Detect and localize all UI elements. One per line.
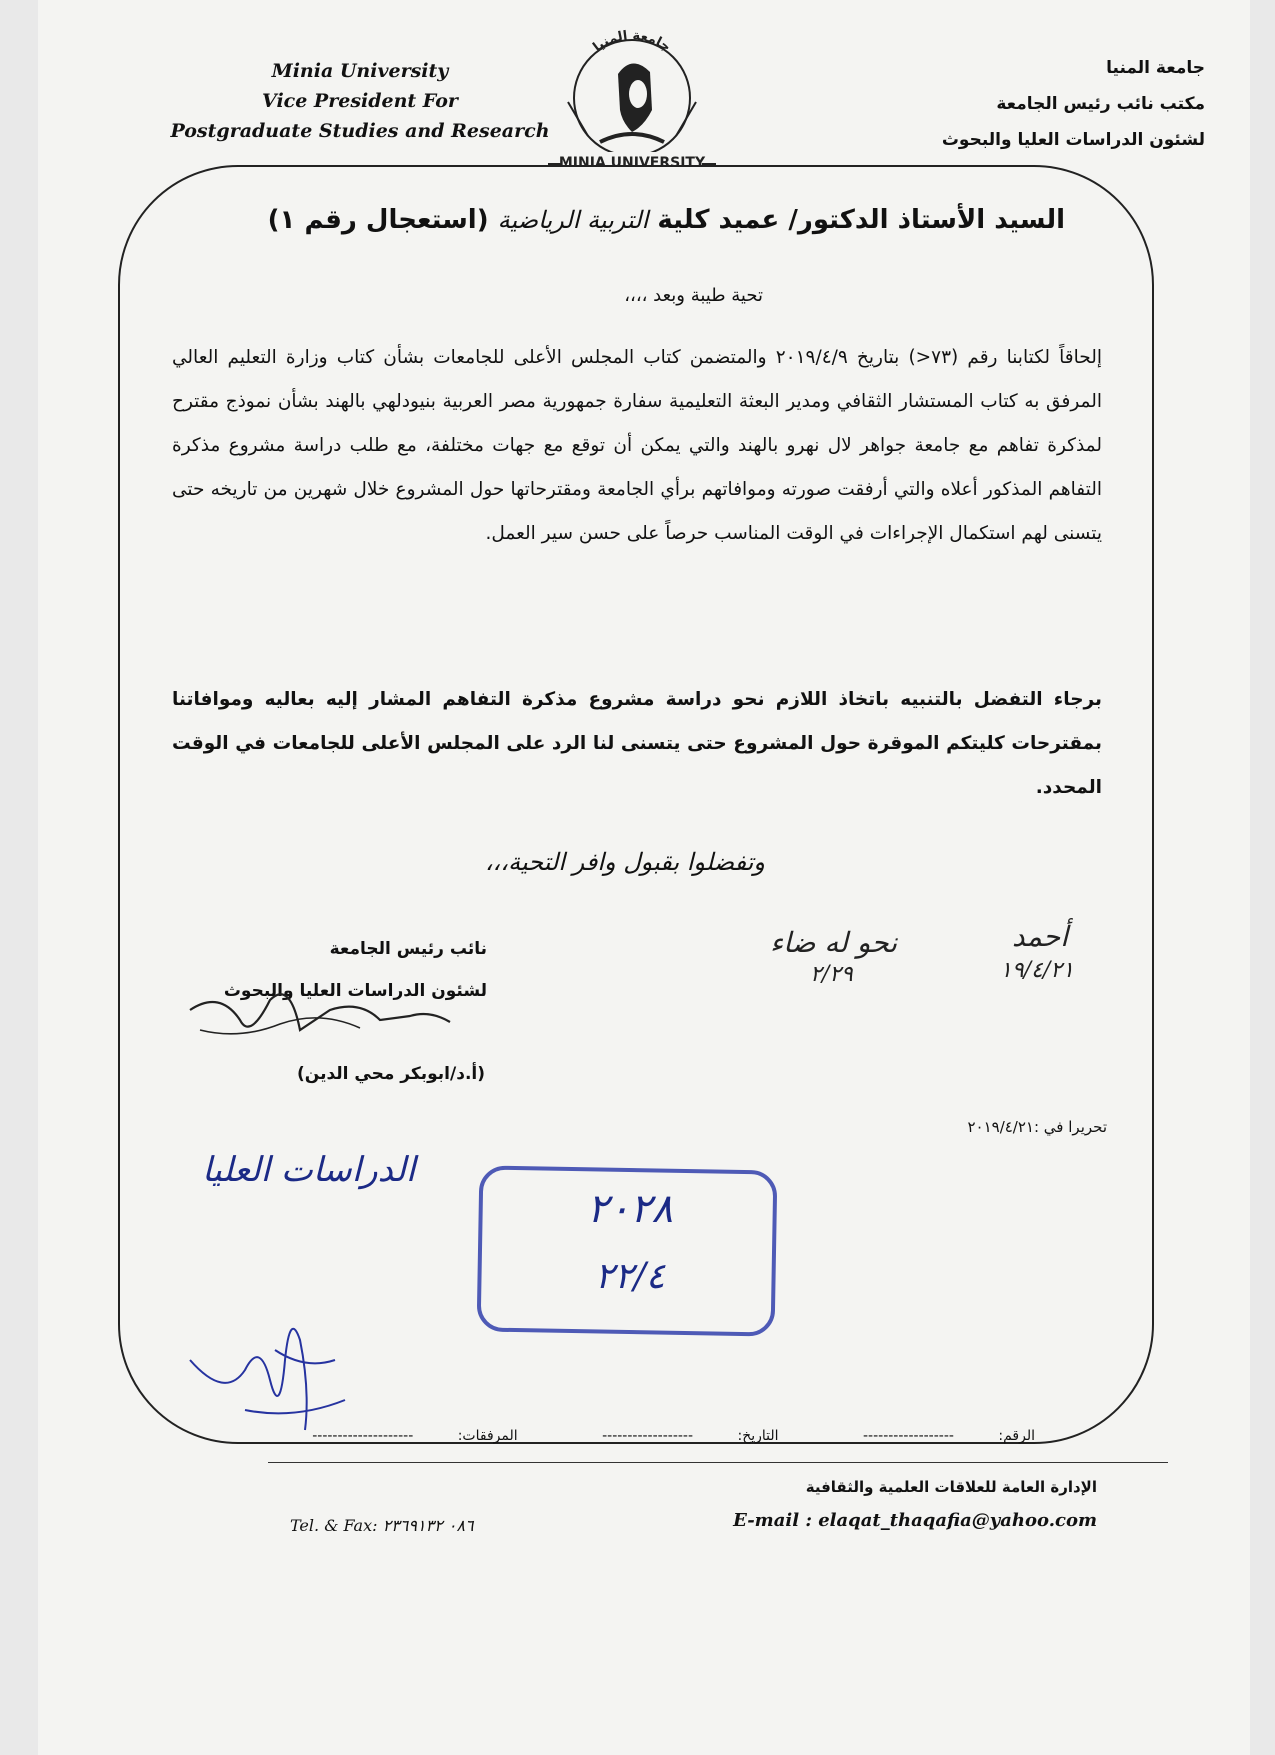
header-english [150,56,570,146]
addressee-suffix: (استعجال رقم ١) [267,205,489,235]
handwritten-dept-note: الدراسات العليا [202,1150,416,1190]
header-arabic-line-3: لشئون الدراسات العليا والبحوث [941,130,1205,150]
header-arabic-line-2: مكتب نائب رئيس الجامعة [996,94,1205,114]
issue-date: تحريرا في :٢٠١٩/٤/٢١ [967,1118,1107,1136]
handwritten-note-right: أحمد [1012,920,1068,953]
header-arabic [845,50,1205,158]
body-paragraph-2: برجاء التفضل بالتنبيه باتخاذ اللازم نحو دراسة مشروع مذكرة التفاهم المشار إليه بعاليه وموافاتنا بمقترحات كليتكم الموقرة حول المشروع حتى يتسنى لنا الرد على المجلس الأعلى للجامعات في الوقت المحدد. [172,689,1102,798]
footer-tel-fax: Tel. & Fax: ٠٨٦ ٢٣٦٩١٣٢ [290,1516,474,1535]
initials-signature-icon [185,1300,355,1440]
closing: وتفضلوا بقبول وافر التحية،،، [484,848,765,876]
signature-title-line-1: نائب رئيس الجامعة [329,939,487,959]
signature-scribble-icon [180,980,480,1060]
ref-number: الرقم: ------------------ [863,1428,1035,1444]
ref-attachments: المرفقات: -------------------- [312,1428,518,1444]
signature-title-line-2: لشئون الدراسات العليا والبحوث [223,981,487,1001]
university-logo [548,14,716,180]
addressee-prefix: السيد الأستاذ الدكتور/ عميد كلية [657,205,1065,235]
footer-department: الإدارة العامة للعلاقات العلمية والثقافية [805,1478,1097,1496]
ref-date: التاريخ: ------------------ [602,1428,779,1444]
footer-email: E-mail : elaqat_thaqafia@yahoo.com [733,1510,1097,1531]
footer-divider [268,1462,1168,1463]
svg-text:جامعة المنيا: جامعة المنيا [590,28,674,56]
handwritten-note-right-date: ١٩/٤/٢١ [1000,958,1074,983]
university-seal-icon [548,14,716,180]
header-arabic-line-1: جامعة المنيا [1106,58,1205,78]
header-english-line-3: Postgraduate Studies and Research [170,120,550,142]
addressee-faculty-handwritten: التربية الرياضية [497,206,649,234]
svg-text:MINIA UNIVERSITY: MINIA UNIVERSITY [558,155,706,171]
signature-name: (أ.د/ابوبكر محي الدين) [297,1064,485,1084]
body-paragraph-1: إلحاقاً لكتابنا رقم (٧٣<) بتاريخ ٢٠١٩/٤/٩ والمتضمن كتاب المجلس الأعلى للجامعات بشأن كتاب وزارة التعليم العالي المرفق به كتاب المستشار الثقافي ومدير البعثة التعليمية سفارة جمهورية مصر العربية بنيودلهي بالهند بشأن نموذج مقترح لمذكرة تفاهم مع جامعة جواهر لال نهرو بالهند والتي يمكن أن توقع مع جهات مختلفة، مع طلب دراسة مشروع مذكرة التفاهم المذكور أعلاه والتي أرفقت صورته وموافاتهم برأي الجامعة ومقترحاتها حول المشروع خلال شهرين من تاريخه حتى يتسنى لهم استكمال الإجراءات في الوقت المناسب حرصاً على حسن سير العمل. [172,347,1102,544]
stamp-date: ٢٢/٤ [594,1256,666,1297]
header-english-line-2: Vice President For [262,90,458,112]
stamp-number: ٢٠٢٨ [587,1186,673,1232]
handwritten-note-sub: ٢/٢٩ [810,962,853,987]
header-english-line-1: Minia University [271,60,449,82]
addressee-line [268,205,1065,235]
greeting: تحية طيبة وبعد ،،،، [624,285,763,306]
reference-row [232,1428,1035,1444]
handwritten-note-left: نحو له ضاء [770,926,898,959]
